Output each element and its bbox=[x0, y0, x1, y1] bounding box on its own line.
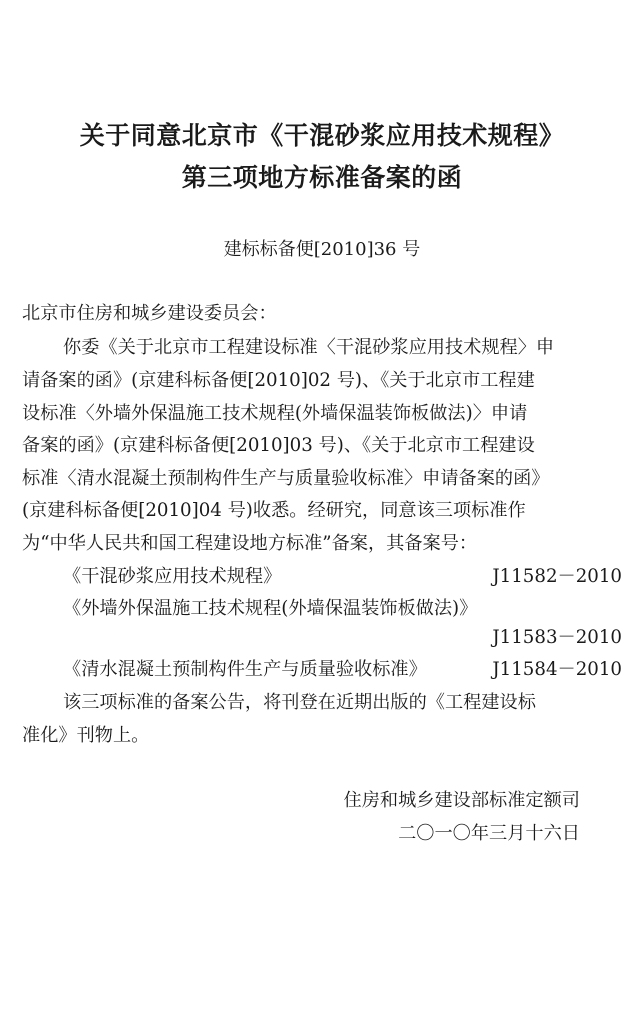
signature-date: 二〇一〇年三月十六日 bbox=[398, 823, 580, 844]
document-number: 建标标备便[2010]36 号 bbox=[223, 239, 421, 260]
standard-code: J11584－2010 bbox=[492, 659, 622, 680]
signature-department: 住房和城乡建设部标准定额司 bbox=[343, 790, 580, 811]
body-line-2: 请备案的函》(京建科标备便[2010]02 号)、《关于北京市工程建 bbox=[22, 370, 535, 391]
standard-name: 《清水混凝土预制构件生产与质量验收标准》 bbox=[63, 659, 427, 680]
body-line-3: 设标准〈外墙外保温施工技术规程(外墙保温装饰板做法)〉申请 bbox=[22, 403, 528, 424]
body-line-5: 标准〈清水混凝土预制构件生产与质量验收标准〉申请备案的函》 bbox=[22, 468, 550, 489]
body-line-1: 你委《关于北京市工程建设标准〈干混砂浆应用技术规程〉申 bbox=[63, 337, 555, 358]
closing-line-2: 准化》刊物上。 bbox=[22, 725, 150, 746]
title-line-1: 关于同意北京市《干混砂浆应用技术规程》 bbox=[79, 121, 565, 150]
title-line-2: 第三项地方标准备案的函 bbox=[181, 163, 463, 192]
body-line-4: 备案的函》(京建科标备便[2010]03 号)、《关于北京市工程建设 bbox=[22, 435, 535, 456]
addressee: 北京市住房和城乡建设委员会： bbox=[22, 303, 277, 324]
body-line-7: 为“中华人民共和国工程建设地方标准”备案，其备案号： bbox=[22, 533, 478, 554]
standard-code: J11583－2010 bbox=[492, 627, 622, 648]
standard-code: J11582－2010 bbox=[492, 566, 622, 587]
standard-name: 《外墙外保温施工技术规程(外墙保温装饰板做法)》 bbox=[63, 598, 478, 619]
closing-line-1: 该三项标准的备案公告，将刊登在近期出版的《工程建设标 bbox=[63, 692, 536, 713]
standard-name: 《干混砂浆应用技术规程》 bbox=[63, 566, 282, 587]
body-line-6: (京建科标备便[2010]04 号)收悉。经研究，同意该三项标准作 bbox=[22, 500, 526, 521]
